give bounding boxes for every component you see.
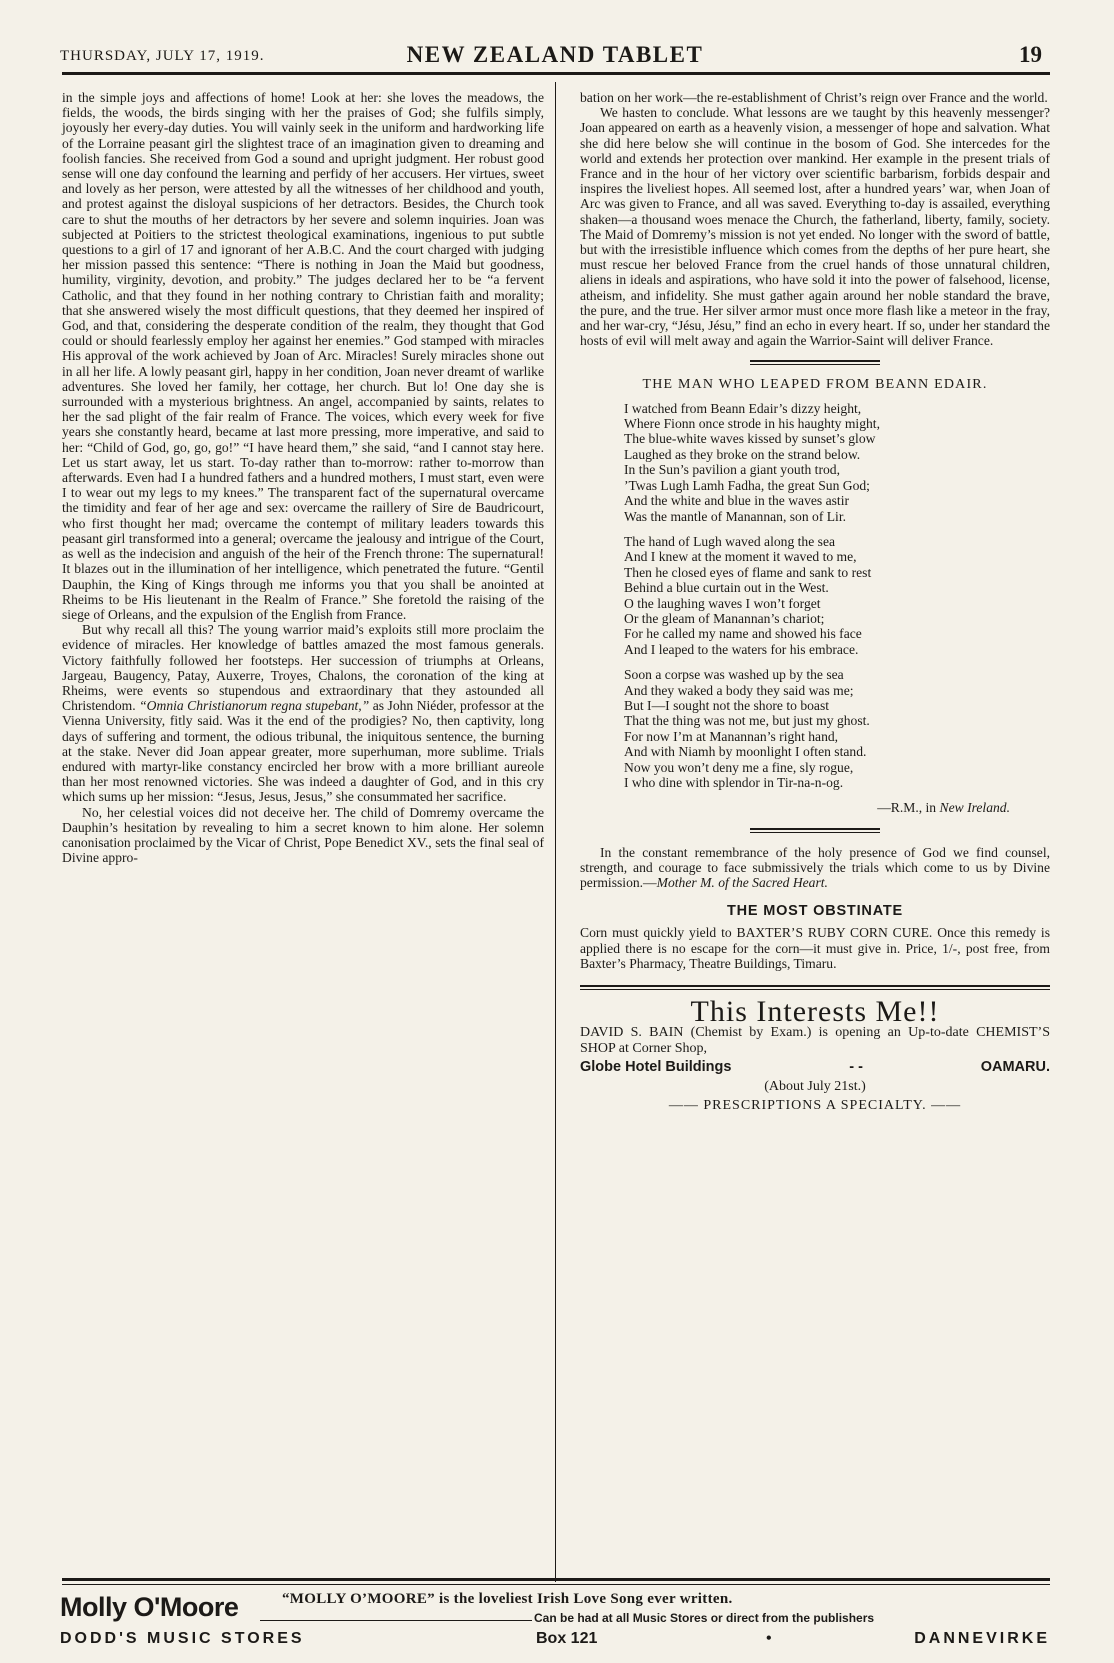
poem-line: The hand of Lugh waved along the sea (624, 533, 836, 549)
footer-ad (60, 1590, 1050, 1660)
issue-date: THURSDAY, JULY 17, 1919. (60, 48, 265, 64)
ad-separator (580, 985, 1050, 990)
poem-line: Or the gleam of Manannan’s chariot; (624, 610, 825, 626)
poem-attribution (624, 800, 1010, 815)
baxter-ad-title: THE MOST OBSTINATE (726, 903, 904, 920)
footer-rule-thin (62, 1584, 1050, 1585)
poem-line: For now I’m at Manannan’s right hand, (624, 728, 839, 744)
poem-line: Now you won’t deny me a fine, sly rogue, (624, 759, 854, 775)
poem-line: I who dine with splendor in Tir-na-n-og. (624, 775, 844, 790)
attribution-source: New Ireland. (939, 800, 1010, 816)
poem-line: I watched from Beann Edair’s dizzy height, (624, 400, 862, 416)
address-building: Globe Hotel Buildings (580, 1059, 732, 1076)
poem-line: That the thing was not me, but just my ghost. (624, 713, 870, 729)
address-town: OAMARU. (980, 1059, 1050, 1076)
footer-rule (62, 1578, 1050, 1581)
article-paragraph: bation on her work—the re-establishment of Christ’s reign over France and the world. (580, 90, 1048, 105)
po-box: Box 121 (536, 1630, 598, 1647)
page-number: 19 (1019, 42, 1042, 67)
attribution-prefix: —R.M., in (877, 800, 940, 816)
poem-stanza (624, 534, 1050, 657)
poem-line: Soon a corpse was washed up by the sea (624, 667, 844, 683)
bain-ad-address (580, 1060, 1050, 1075)
poem-line: And they waked a body they said was me; (624, 682, 854, 698)
bain-ad-date: (About July 21st.) (764, 1079, 866, 1095)
page-header (60, 40, 1050, 74)
poem (624, 401, 1050, 816)
poem-title: THE MAN WHO LEAPED FROM BEANN EDAIR. (642, 377, 988, 393)
poem-line: And I leaped to the waters for his embrace. (624, 641, 859, 657)
song-title: Molly O'Moore (60, 1592, 239, 1622)
poem-line: In the Sun’s pavilion a giant youth trod, (624, 462, 840, 478)
poem-line: And the white and blue in the waves astir (624, 493, 849, 509)
column-divider (555, 82, 556, 1582)
bain-ad-body: DAVID S. BAIN (Chemist by Exam.) is opening an Up-to-date CHEMIST’S SHOP at Corner Shop, (580, 1025, 1050, 1057)
poem-line: Then he closed eyes of flame and sank to rest (624, 564, 872, 580)
poem-stanza (624, 667, 1050, 790)
address-dash: - - (849, 1059, 863, 1076)
poem-line: But I—I sought not the shore to boast (624, 697, 830, 713)
poem-line: And I knew at the moment it waved to me, (624, 549, 857, 565)
poem-line: ’Twas Lugh Lamh Fadha, the great Sun God; (624, 477, 870, 493)
baxter-ad-text: Corn must quickly yield to BAXTER’S RUBY CORN CURE. Once this remedy is applied there is no escape for the corn—it must give in. Price, 1/-, post free, from Baxter’s Pharmacy, Theatre Buildings, Timaru. (580, 925, 1050, 971)
article-paragraph (62, 622, 544, 804)
section-separator (750, 828, 880, 833)
quote-text: In the constant remembrance of the holy presence of God we find counsel, strength, and courage to face submissively the trials which come to us by Divine permission.— (580, 844, 1050, 891)
song-tagline: “MOLLY O’MOORE” is the loveliest Irish Love Song ever written. (282, 1591, 733, 1607)
article-paragraph: in the simple joys and affections of home! Look at her: she loves the meadows, the fields, the woods, the birds singing with her the praises of God; she fulfils simply, joyously her every-day duties. You will vainly seek in the uniform and hardworking life of the Lorraine peasant girl the slightest trace of an imagination given to dreaming and foolish fancies. She received from God a sound and upright judgment. Her robust good sense will one day confound the learning and perfidy of her accusers. Her virtues, sweet and lovely as her person, were attested by all the witnesses of her childhood and youth, and protest against the disloyal suspicions of her detractors. Besides, the Church took care to shut the mouths of her detractors by her severe and solemn inquiries. Joan was subjected at Poitiers to the strictest theological examinations, ingenious to put subtle questions to a girl of 17 and ignorant of her A.B.C. And the court charged with judging her mission passed this sentence: “There is nothing in Joan the Maid but goodness, humility, virginity, devotion, and probity.” The judges declared her to be “a fervent Catholic, and that they found in her nothing contrary to Christian faith and morality; that she answered wisely the most difficult questions, that they deemed her inspired of God, and that, considering the desperate condition of the realm, they thought that God could or should fearlessly employ her against her enemies.” God stamped with miracles His approval of the work achieved by Joan of Arc. Miracles! Surely miracles shone out in all her life. A lowly peasant girl, happy in her condition, Joan never dreamt of warlike adventures. She loved her family, her cottage, her church. But lo! One day she is surrounded with a mysterious brightness. An angel, accompanied by saints, relates to her the sad plight of the fair realm of France. The voices, which every week for five years she constantly heard, became at last more pressing, more imperative, and said to her: “Child of God, go, go, go!” “I have heard them,” she said, “and I cannot stay here. Let us start away, let us start. To-day rather than to-morrow: rather to-morrow than afterwards. Even had I a hundred fathers and a hundred mothers, I must start, even were I to wear out my legs to my knees.” The transparent fact of the supernatural overcame the timidity and fear of her age and sex: overcame the raillery of Sire de Baudricourt, who first thought her mad; overcame the contempt of military leaders towards this peasant girl transformed into a general; overcame the jealousy and intrigue of the Court, as well as the indecision and anguish of the heir of the French throne: The supernatural! It blazes out in the illumination of her intelligence, which penetrated the future. “Gentil Dauphin, the King of Kings through me informs you that you shall be anointed at Rheims to be His lieutenant in the Realm of France.” She foretold the raising of the siege of Orleans, and the expulsion of the English from France. (62, 90, 544, 622)
poem-line: Was the mantle of Manannan, son of Lir. (624, 508, 847, 524)
store-name: DODD'S MUSIC STORES (60, 1630, 305, 1647)
left-column (62, 90, 544, 865)
store-town: DANNEVIRKE (914, 1630, 1050, 1647)
bullet-separator: • (766, 1630, 772, 1647)
section-separator (750, 360, 880, 365)
poem-line: O the laughing waves I won’t forget (624, 595, 821, 611)
masthead-title: NEW ZEALAND TABLET (406, 42, 704, 67)
poem-line: And with Niamh by moonlight I often stand. (624, 744, 867, 760)
poem-line: Laughed as they broke on the strand below. (624, 446, 861, 462)
article-text: But why recall all this? The young warrior maid’s exploits still more proclaim the evidence of miracles. Her knowledge of battles amazed the most famous generals. Victory faithfully followed her footsteps. Her succession of triumphs at Orleans, Jargeau, Baugency, Patay, Auxerre, Troyes, Chalons, the coronation of the king at Rheims, were events so stupendous and extraordinary that they astounded all Christendom. (62, 622, 544, 714)
bain-ad-specialty: —— PRESCRIPTIONS A SPECIALTY. —— (668, 1097, 962, 1113)
quote-author: Mother M. of the Sacred Heart. (656, 875, 828, 891)
poem-line: For he called my name and showed his face (624, 626, 862, 642)
article-paragraph: No, her celestial voices did not deceive her. The child of Domremy overcame the Dauphin’s hesitation by revealing to him a secret known to him alone. Her solemn canonisation proclaimed by the Vicar of Christ, Pope Benedict XV., sets the final seal of Divine appro- (62, 804, 544, 866)
availability-note: Can be had at all Music Stores or direct from the publishers (534, 1611, 875, 1625)
latin-quote: “Omnia Christianorum regna stupebant,” (139, 698, 370, 714)
header-rule (62, 72, 1050, 75)
poem-stanza (624, 401, 1050, 524)
poem-line: Behind a blue curtain out in the West. (624, 580, 829, 596)
devotional-quote (580, 845, 1050, 891)
right-column (580, 90, 1050, 1113)
poem-line: Where Fionn once strode in his haughty might, (624, 416, 880, 432)
article-paragraph: We hasten to conclude. What lessons are we taught by this heavenly messenger? Joan appeared on earth as a heavenly vision, a messenger of hope and salvation. What she did here below she will continue in the bosom of God. She intercedes for the world and extends her protection over mankind. Her example in the present trials of France and in the hour of her victory over scientific barbarism, forbids despair and inspires the liveliest hopes. All seemed lost, after a hundred years’ war, when Joan of Arc was given to France, and all was saved. Everything to-day is assailed, everything shaken—a thousand woes menace the Church, the fatherland, liberty, family, society. The Maid of Domremy’s mission is not yet ended. No longer with the sword of battle, but with the irresistible influence which comes from the depths of her pure heart, she must rescue her beloved France from the cruel hands of those unnatural children, aliens in ideals and aspirations, who have sold it into the power of falsehood, license, atheism, and infidelity. She must gather again around her noble standard the brave, the pure, and the true. Her silver armor must once more flash like a meteor in the fray, and her war-cry, “Jésu, Jésu,” find an echo in every heart. If so, under her standard the hosts of evil will melt away and again the Warrior-Saint will deliver France. (580, 105, 1050, 349)
bain-ad-title: This Interests Me!! (690, 995, 940, 1029)
footer-underline (260, 1620, 532, 1621)
article-text: as John Niéder, professor at the Vienna University, fitly said. Was it the end of the prodigies? No, then captivity, long days of suffering and torment, the odious tribunal, the iniquitous sentence, the burning at the stake. Never did Joan appear greater, more superhuman, more sublime. Trials endured with martyr-like constancy encircled her brow with a more brilliant aureole than her most renowned victories. She was indeed a daughter of God, and in this cry which sums up her mission: “Jesus, Jesus, Jesus,” she consummated her sacrifice. (62, 698, 545, 805)
poem-line: The blue-white waves kissed by sunset’s glow (624, 431, 876, 447)
